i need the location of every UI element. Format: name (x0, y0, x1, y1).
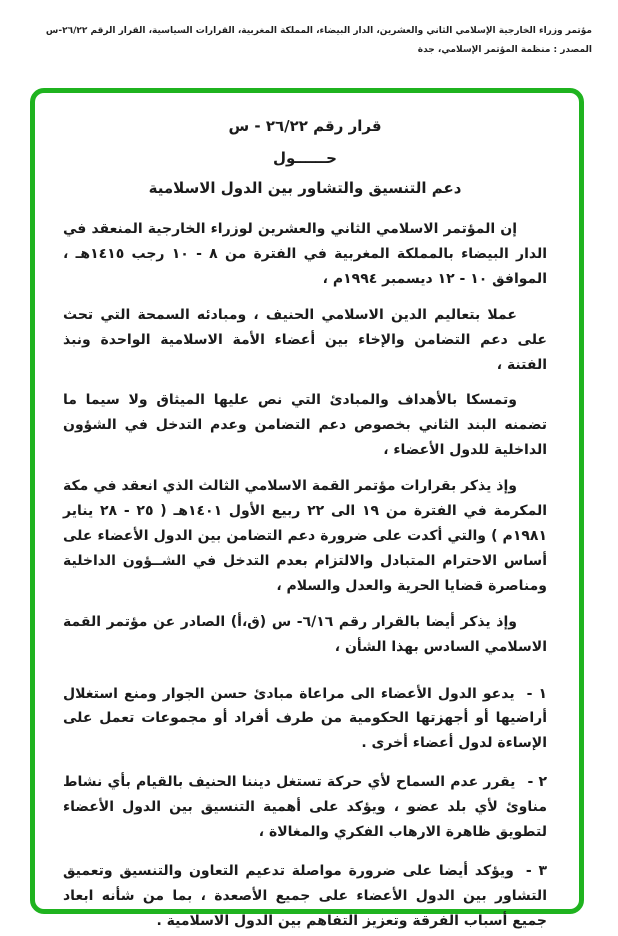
list-item-3 (63, 859, 547, 934)
resolution-subject-title: دعم التنسيق والتشاور بين الدول الاسلامية (148, 179, 462, 197)
source-header (26, 22, 592, 60)
preamble-paragraph-4: وإذ يذكر بقرارات مؤتمر القمة الاسلامي الثالث الذي انعقد في مكة المكرمة في الفترة من ١٩ الى ٢٢ ربيع الأول ١٤٠١هـ ( ٢٥ - ٢٨ يناير ١٩٨١م ) والتي أكدت على ضرورة دعم التضامن بين الدول الأعضاء على أساس الاحترام المتبادل والالتزام بعدم التدخل في الشــؤون الداخلية ومناصرة قضايا الحرية والعدل والسلام ، (63, 478, 548, 594)
source-origin-line: المصدر : منظمة المؤتمر الإسلامي، جدة (417, 44, 592, 55)
item-text-1: يدعو الدول الأعضاء الى مراعاة مبادئ حسن الجوار ومنع استغلال أراضيها أو أجهزتها الحكومية من طرف أفراد أو مجموعات تعمل على الإساءة لدول أعضاء أخرى . (63, 685, 547, 752)
list-item-2 (63, 770, 547, 845)
preamble-paragraph-3: وتمسكا بالأهداف والمبادئ التي نص عليها الميثاق ولا سيما ما تضمنه البند الثاني بخصوص دعم التضامن وعدم التدخل في الشؤون الداخلية للدول الأعضاء ، (63, 392, 547, 459)
source-citation-line: مؤتمر وزراء الخارجية الإسلامي الثاني والعشرين، الدار البيضاء، المملكة المغربية، القرارات السياسية، القرار الرقم ٢٦/٢٢-س (45, 26, 592, 36)
resolution-number-title: قرار رقم ٢٦/٢٢ - س (228, 117, 382, 135)
preamble-paragraph-2: عملا بتعاليم الدين الاسلامي الحنيف ، ومبادئه السمحة التي تحث على دعم التضامن والإخاء بين أعضاء الأمة الاسلامية الواحدة ونبذ الفتنة ، (63, 306, 547, 373)
item-number-3: ٣ - (525, 862, 548, 879)
item-number-2: ٢ - (527, 774, 547, 791)
document-frame (30, 88, 584, 929)
operative-items-section (63, 682, 547, 934)
item-text-2: يقرر عدم السماح لأي حركة تستغل ديننا الحنيف بالقيام بأي نشاط مناوئ لأي بلد عضو ، ويؤكد على أهمية التنسيق بين الدول الأعضاء لتطويق ظاهرة الارهاب الفكري والمغالاة ، (63, 774, 547, 841)
item-number-1: ١ - (526, 685, 548, 702)
item-text-3: ويؤكد أيضا على ضرورة مواصلة تدعيم التعاون والتنسيق وتعميق التشاور بين الدول الأعضاء على جميع الأصعدة ، بما من شأنه ابعاد جميع أسباب الفرقة وتعزيز التفاهم بين الدول الاسلامية . (63, 862, 547, 929)
list-item-1 (63, 682, 547, 757)
resolution-about-word: حــــــول (273, 149, 337, 167)
preamble-paragraph-1: إن المؤتمر الاسلامي الثاني والعشرين لوزراء الخارجية المنعقد في الدار البيضاء بالمملكة المغربية في الفترة من ٨ - ١٠ رجب ١٤١٥هـ ، الموافق ١٠ - ١٢ ديسمبر ١٩٩٤م ، (63, 221, 548, 287)
preamble-paragraph-5: وإذ يذكر أيضا بالقرار رقم ٦/١٦- س (ق،أ) الصادر عن مؤتمر القمة الاسلامي السادس بهذا الشأن ، (63, 613, 547, 655)
